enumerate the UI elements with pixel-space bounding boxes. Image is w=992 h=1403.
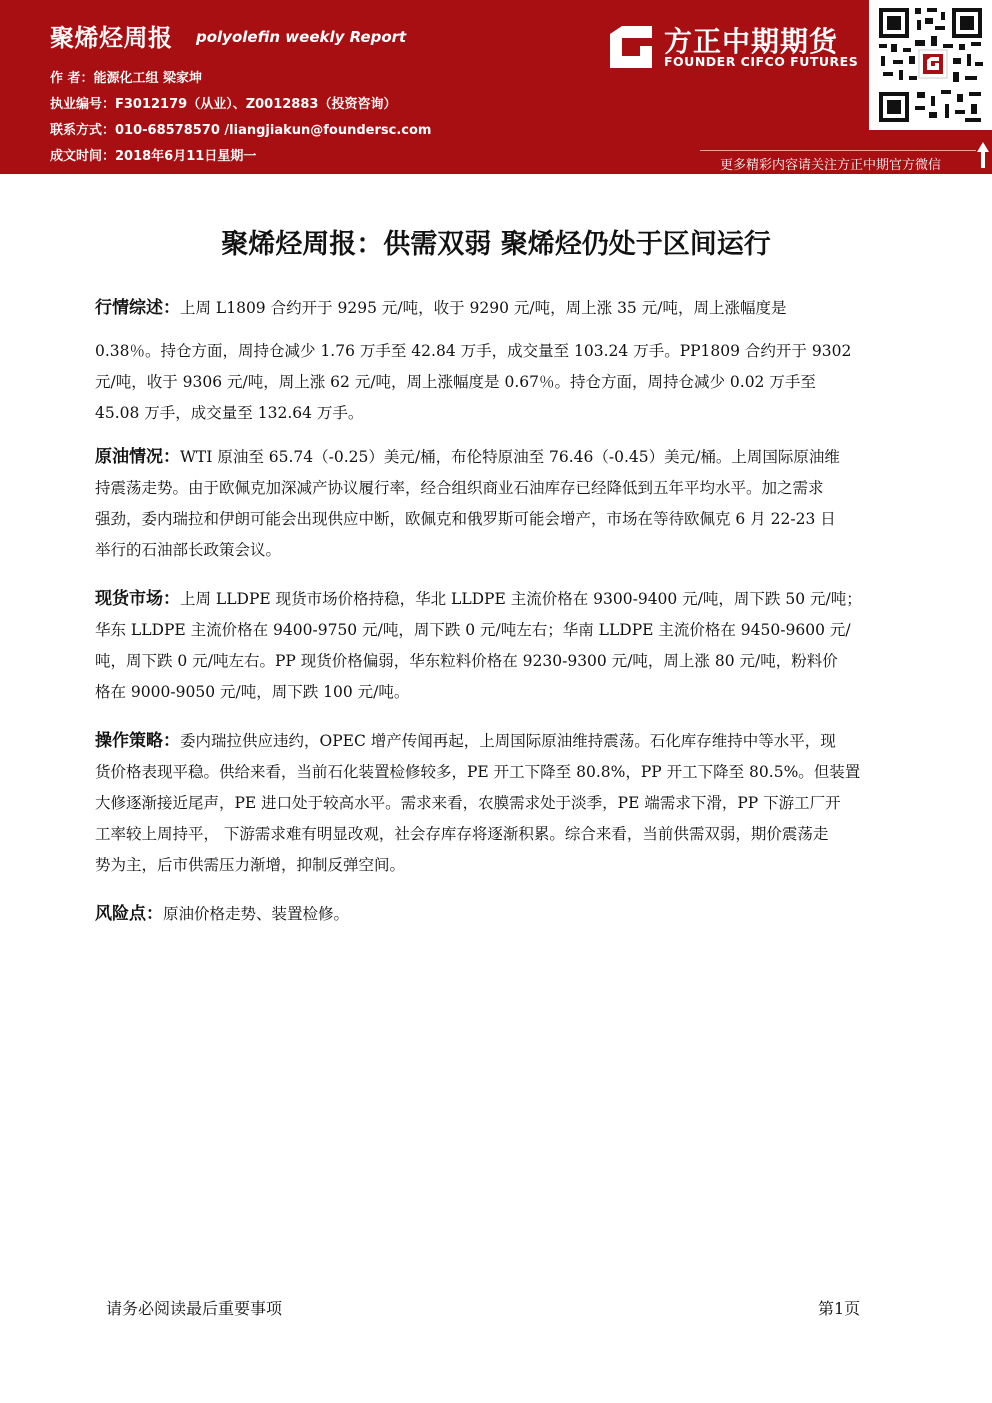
section-line: 0.38％。持仓方面，周持仓减少 1.76 万手至 42.84 万手，成交量至 103.24 万手。PP1809 合约开于 9302 xyxy=(95,342,852,360)
arrow-up-icon xyxy=(976,140,990,170)
section-label: 现货市场： xyxy=(95,589,180,609)
company-name-en: FOUNDER CIFCO FUTURES xyxy=(664,54,859,69)
section-line: 举行的石油部长政策会议。 xyxy=(95,541,282,559)
section-line: WTI 原油至 65.74（-0.25）美元/桶，布伦特原油至 76.46（-0.45）美元/桶。上周国际原油维 xyxy=(180,448,840,466)
report-title-cn: 聚烯烃周报 xyxy=(50,24,173,52)
qr-code-icon xyxy=(869,0,992,130)
footer-note: 请务必阅读最后重要事项 xyxy=(106,1299,283,1318)
section-line: 45.08 万手，成交量至 132.64 万手。 xyxy=(95,404,364,422)
company-logo xyxy=(608,18,864,78)
page-number: 第1页 xyxy=(818,1299,861,1318)
section-line: 原油价格走势、装置检修。 xyxy=(163,905,350,923)
section-line: 华东 LLDPE 主流价格在 9400-9750 元/吨，周下跌 0 元/吨左右；华南 LLDPE 主流价格在 9450-9600 元/ xyxy=(95,621,851,639)
section-risk xyxy=(95,899,917,930)
section-line: 势为主，后市供需压力渐增，抑制反弹空间。 xyxy=(95,856,406,874)
section-spot-market xyxy=(95,584,917,708)
report-title-en: polyolefin weekly Report xyxy=(196,28,407,46)
follow-wechat-text: 更多精彩内容请关注方正中期官方微信 xyxy=(720,158,942,173)
follow-divider xyxy=(700,150,976,151)
section-label: 行情综述： xyxy=(95,298,180,318)
section-label: 风险点： xyxy=(95,904,163,924)
section-label: 操作策略： xyxy=(95,731,180,751)
author-line: 作 者：能源化工组 梁家坤 xyxy=(50,71,203,86)
report-header xyxy=(0,0,992,174)
section-line: 格在 9000-9050 元/吨，周下跌 100 元/吨。 xyxy=(95,683,410,701)
company-name-cn: 方正中期期货 xyxy=(664,25,839,58)
section-line: 委内瑞拉供应违约，OPEC 增产传闻再起，上周国际原油维持震荡。石化库存维持中等水平，现 xyxy=(180,732,836,750)
section-line: 上周 LLDPE 现货市场价格持稳，华北 LLDPE 主流价格在 9300-9400 元/吨，周下跌 50 元/吨； xyxy=(180,590,862,608)
contact-line: 联系方式：010-68578570 /liangjiakun@foundersc.com xyxy=(50,123,432,138)
section-line: 强劲，委内瑞拉和伊朗可能会出现供应中断，欧佩克和俄罗斯可能会增产，市场在等待欧佩克 6 月 22-23 日 xyxy=(95,510,836,528)
section-market-summary xyxy=(95,293,917,429)
section-line: 大修逐渐接近尾声，PE 进口处于较高水平。需求来看，农膜需求处于淡季，PE 端需求下滑，PP 下游工厂开 xyxy=(95,794,841,812)
document-title: 聚烯烃周报：供需双弱 聚烯烃仍处于区间运行 xyxy=(221,229,771,260)
section-crude-oil xyxy=(95,442,917,566)
license-line: 执业编号：F3012179（从业）、Z0012883（投资咨询） xyxy=(50,97,397,112)
section-strategy xyxy=(95,726,917,881)
section-label: 原油情况： xyxy=(95,447,180,467)
company-logo-icon xyxy=(608,24,654,70)
section-line: 上周 L1809 合约开于 9295 元/吨，收于 9290 元/吨，周上涨 35 元/吨，周上涨幅度是 xyxy=(180,299,787,317)
section-line: 工率较上周持平， 下游需求难有明显改观，社会存库存将逐渐积累。综合来看，当前供需双弱，期价震荡走 xyxy=(95,825,829,843)
section-line: 持震荡走势。由于欧佩克加深减产协议履行率，经合组织商业石油库存已经降低到五年平均水平。加之需求 xyxy=(95,479,824,497)
section-line: 元/吨，收于 9306 元/吨，周上涨 62 元/吨，周上涨幅度是 0.67％。持仓方面，周持仓减少 0.02 万手至 xyxy=(95,373,816,391)
section-line: 吨，周下跌 0 元/吨左右。PP 现货价格偏弱，华东粒料价格在 9230-9300 元/吨，周上涨 80 元/吨，粉料价 xyxy=(95,652,838,670)
section-line: 货价格表现平稳。供给来看，当前石化装置检修较多，PE 开工下降至 80.8%，PP 开工下降至 80.5%。但装置 xyxy=(95,763,861,781)
date-line: 成文时间：2018年6月11日星期一 xyxy=(50,149,257,164)
